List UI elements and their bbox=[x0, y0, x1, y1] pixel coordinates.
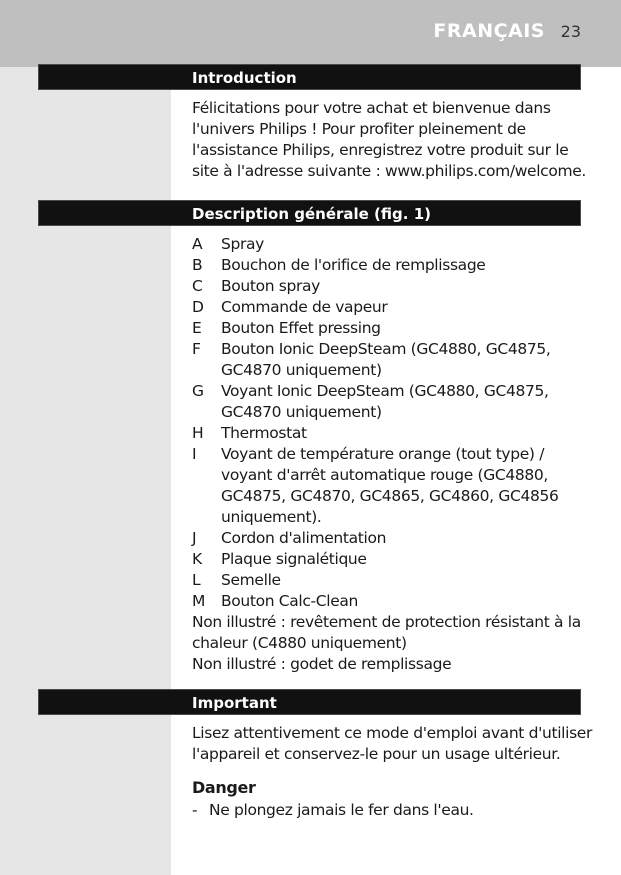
list-item bbox=[192, 339, 587, 381]
introduction-line: site à l'adresse suivante : www.philips.com/welcome. bbox=[192, 162, 586, 180]
item-letter: C bbox=[192, 277, 203, 295]
item-letter: A bbox=[192, 235, 203, 253]
list-item bbox=[192, 381, 587, 423]
item-letter: K bbox=[192, 550, 202, 568]
item-letter: L bbox=[192, 571, 201, 589]
item-text: Bouchon de l'orifice de remplissage bbox=[221, 256, 486, 274]
danger-heading: Danger bbox=[192, 778, 256, 797]
list-item bbox=[192, 318, 587, 339]
list-item bbox=[192, 549, 587, 570]
item-letter: G bbox=[192, 382, 204, 400]
introduction-text bbox=[192, 98, 592, 182]
item-text: Cordon d'alimentation bbox=[221, 529, 387, 547]
item-text: Bouton Calc-Clean bbox=[221, 592, 359, 610]
item-text: Voyant Ionic DeepSteam (GC4880, GC4875, GC4870 uniquement) bbox=[221, 382, 549, 421]
dash-marker: - bbox=[192, 801, 198, 819]
important-text bbox=[192, 723, 592, 821]
header-band bbox=[0, 0, 621, 67]
danger-item-text: Ne plongez jamais le fer dans l'eau. bbox=[209, 801, 474, 819]
list-item bbox=[192, 591, 587, 612]
language-heading: FRANÇAIS bbox=[433, 20, 545, 42]
important-line: Lisez attentivement ce mode d'emploi avant d'utiliser bbox=[192, 724, 593, 742]
section-title-introduction: Introduction bbox=[192, 69, 297, 87]
introduction-line: Félicitations pour votre achat et bienvenue dans bbox=[192, 99, 551, 117]
section-title-important: Important bbox=[192, 694, 277, 712]
section-bar-description bbox=[38, 200, 581, 226]
item-text: Commande de vapeur bbox=[221, 298, 388, 316]
section-bar-important bbox=[38, 689, 581, 715]
important-line: l'appareil et conservez-le pour un usage ultérieur. bbox=[192, 745, 561, 763]
parts-list bbox=[192, 234, 587, 612]
not-illustrated-note: Non illustré : revêtement de protection résistant à la chaleur (C4880 uniquement) bbox=[192, 613, 581, 652]
description-text bbox=[192, 234, 587, 675]
page-number: 23 bbox=[560, 22, 581, 41]
list-item bbox=[192, 297, 587, 318]
not-illustrated-note: Non illustré : godet de remplissage bbox=[192, 655, 452, 673]
item-letter: F bbox=[192, 340, 201, 358]
item-letter: B bbox=[192, 256, 203, 274]
item-letter: D bbox=[192, 298, 204, 316]
list-item bbox=[192, 528, 587, 549]
item-text: Bouton Ionic DeepSteam (GC4880, GC4875, GC4870 uniquement) bbox=[221, 340, 551, 379]
section-bar-introduction bbox=[38, 64, 581, 90]
item-text: Plaque signalétique bbox=[221, 550, 367, 568]
list-item bbox=[192, 234, 587, 255]
item-letter: E bbox=[192, 319, 202, 337]
item-letter: I bbox=[192, 445, 197, 463]
item-text: Voyant de température orange (tout type) / voyant d'arrêt automatique rouge (GC4880, GC4875, GC4870, GC4865, GC4860, GC4856 uniquement). bbox=[221, 445, 559, 526]
item-text: Bouton spray bbox=[221, 277, 321, 295]
list-item bbox=[192, 255, 587, 276]
list-item bbox=[192, 570, 587, 591]
item-text: Spray bbox=[221, 235, 264, 253]
list-item bbox=[192, 423, 587, 444]
item-letter: M bbox=[192, 592, 206, 610]
introduction-line: l'univers Philips ! Pour profiter pleinement de bbox=[192, 120, 526, 138]
section-title-description: Description générale (fig. 1) bbox=[192, 205, 431, 223]
danger-item bbox=[192, 800, 592, 821]
item-text: Bouton Effet pressing bbox=[221, 319, 381, 337]
item-letter: J bbox=[192, 529, 197, 547]
item-letter: H bbox=[192, 424, 204, 442]
item-text: Semelle bbox=[221, 571, 281, 589]
introduction-line: l'assistance Philips, enregistrez votre produit sur le bbox=[192, 141, 569, 159]
list-item bbox=[192, 444, 587, 528]
list-item bbox=[192, 276, 587, 297]
item-text: Thermostat bbox=[221, 424, 307, 442]
left-margin-band bbox=[0, 0, 171, 875]
